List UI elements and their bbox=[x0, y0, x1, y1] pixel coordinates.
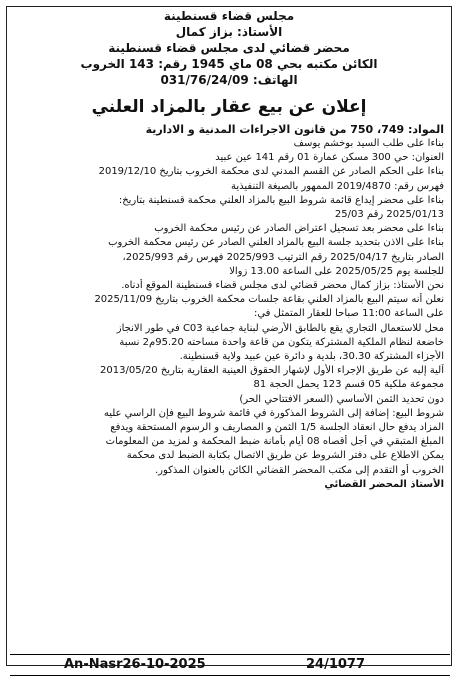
notice-subtitle: المواد: 749، 750 من قانون الاجراءات المدنية و الادارية bbox=[145, 123, 444, 136]
body-line: خاضعة لنظام الملكية المشتركة يتكون من قاعة واحدة مساحته 95.20م2 نسبة bbox=[119, 336, 444, 348]
office-phone: الهاتف: 031/76/24/09 bbox=[160, 73, 298, 87]
body-line: آلية إليه عن طريق الإجراء الأول لإشهار الحقوق العينية العقارية بتاريخ 2013/05/20 bbox=[100, 365, 444, 377]
body-line: يمكن الاطلاع على دفتر الشروط عن طريق الاتصال بكتابة الضبط لدى محكمة bbox=[126, 450, 444, 462]
body-line: بناءا على محضر إيداع قائمة شروط البيع بالمزاد العلني محكمة قسنطينة بتاريخ: bbox=[118, 194, 444, 206]
body-line: الصادر بتاريخ 2025/04/17 رقم الترتيب 2025/993 فهرس رقم 2025/993، bbox=[122, 251, 444, 263]
body-line: على الساعة 11:00 صباحا للعقار المتمثل في: bbox=[253, 308, 444, 320]
court-name: مجلس قضاء قسنطينة bbox=[163, 9, 295, 23]
body-line: بناءا على الاذن بتحديد جلسة البيع بالمزاد العلني الصادر عن رئيس محكمة الخروب bbox=[108, 237, 444, 249]
body-line: الأجزاء المشتركة 30.30، بلدية و دائرة عين عبيد ولاية قسنطينة. bbox=[179, 351, 444, 363]
body-line: مجموعة ملكية 05 قسم 123 يحمل الحجة 81 bbox=[253, 379, 444, 391]
publication-ref: An-Nasr26-10-2025 bbox=[64, 657, 206, 672]
signature-line: الأستاذ المحضر القضائي bbox=[324, 478, 444, 490]
bailiff-name: الأستاذ: بزاز كمال bbox=[175, 25, 283, 39]
office-address: الكائن مكتبه بحي 08 ماي 1945 رقم: 143 الخروب bbox=[80, 57, 378, 71]
body-line: شروط البيع: إضافة إلى الشروط المذكورة في قائمة شروط البيع فإن الراسي عليه bbox=[103, 407, 444, 419]
body-line: محل للاستعمال التجاري يقع بالطابق الأرضي لبناية جماعية C03 في طور الانجاز bbox=[116, 322, 444, 334]
body-line: العنوان: حي 300 مسكن عمارة 01 رقم 141 عين عبيد bbox=[215, 152, 444, 164]
footer-bar bbox=[10, 654, 450, 676]
body-line: المبلغ المتبقي في أجل أقصاه 08 أيام بأمانة ضبط المحكمة و لمزيد من المعلومات bbox=[105, 436, 444, 448]
body-line: الخروب أو التقدم إلى مكتب المحضر القضائي الكائن بالعنوان المذكور. bbox=[154, 464, 444, 476]
body-line: بناءا على طلب السيد بوخشم يوسف bbox=[293, 138, 444, 149]
body-line: للجلسة يوم 2025/05/25 على الساعة 13.00 زوالا bbox=[229, 265, 444, 277]
body-line: دون تحديد الثمن الأساسي (السعر الافتتاحي الحر) bbox=[239, 393, 444, 405]
body-line: المزاد يدفع حال انعقاد الجلسة 1/5 الثمن و المصاريف و الرسوم المستحقة ويدفع bbox=[110, 422, 444, 434]
notice-number: 24/1077 bbox=[306, 657, 366, 672]
body-line: 2025/01/13 رقم 25/03 bbox=[334, 209, 444, 221]
body-line: بناءا على الحكم الصادر عن القسم المدني لدى محكمة الخروب بتاريخ 2019/12/10 bbox=[98, 166, 444, 178]
notice-content bbox=[14, 8, 444, 492]
body-line: فهرس رقم: 2019/4870 الممهور بالصيغة التنفيذية bbox=[230, 180, 444, 192]
notice-title: إعلان عن بيع عقار بالمزاد العلني bbox=[91, 97, 367, 117]
bailiff-title: محضر قضائي لدى مجلس قضاء قسنطينة bbox=[108, 41, 350, 55]
body-line: نحن الأستاذ: بزاز كمال محضر قضائي لدى مجلس قضاء قسنطينة الموقع أدناه. bbox=[121, 280, 444, 292]
body-line: نعلن أنه سيتم البيع بالمزاد العلني بقاعة جلسات محكمة الخروب بتاريخ 2025/11/09 bbox=[94, 294, 444, 306]
body-line: بناءا على محضر بعد تسجيل اعتراض الصادر عن رئيس محكمة الخروب bbox=[154, 223, 444, 235]
